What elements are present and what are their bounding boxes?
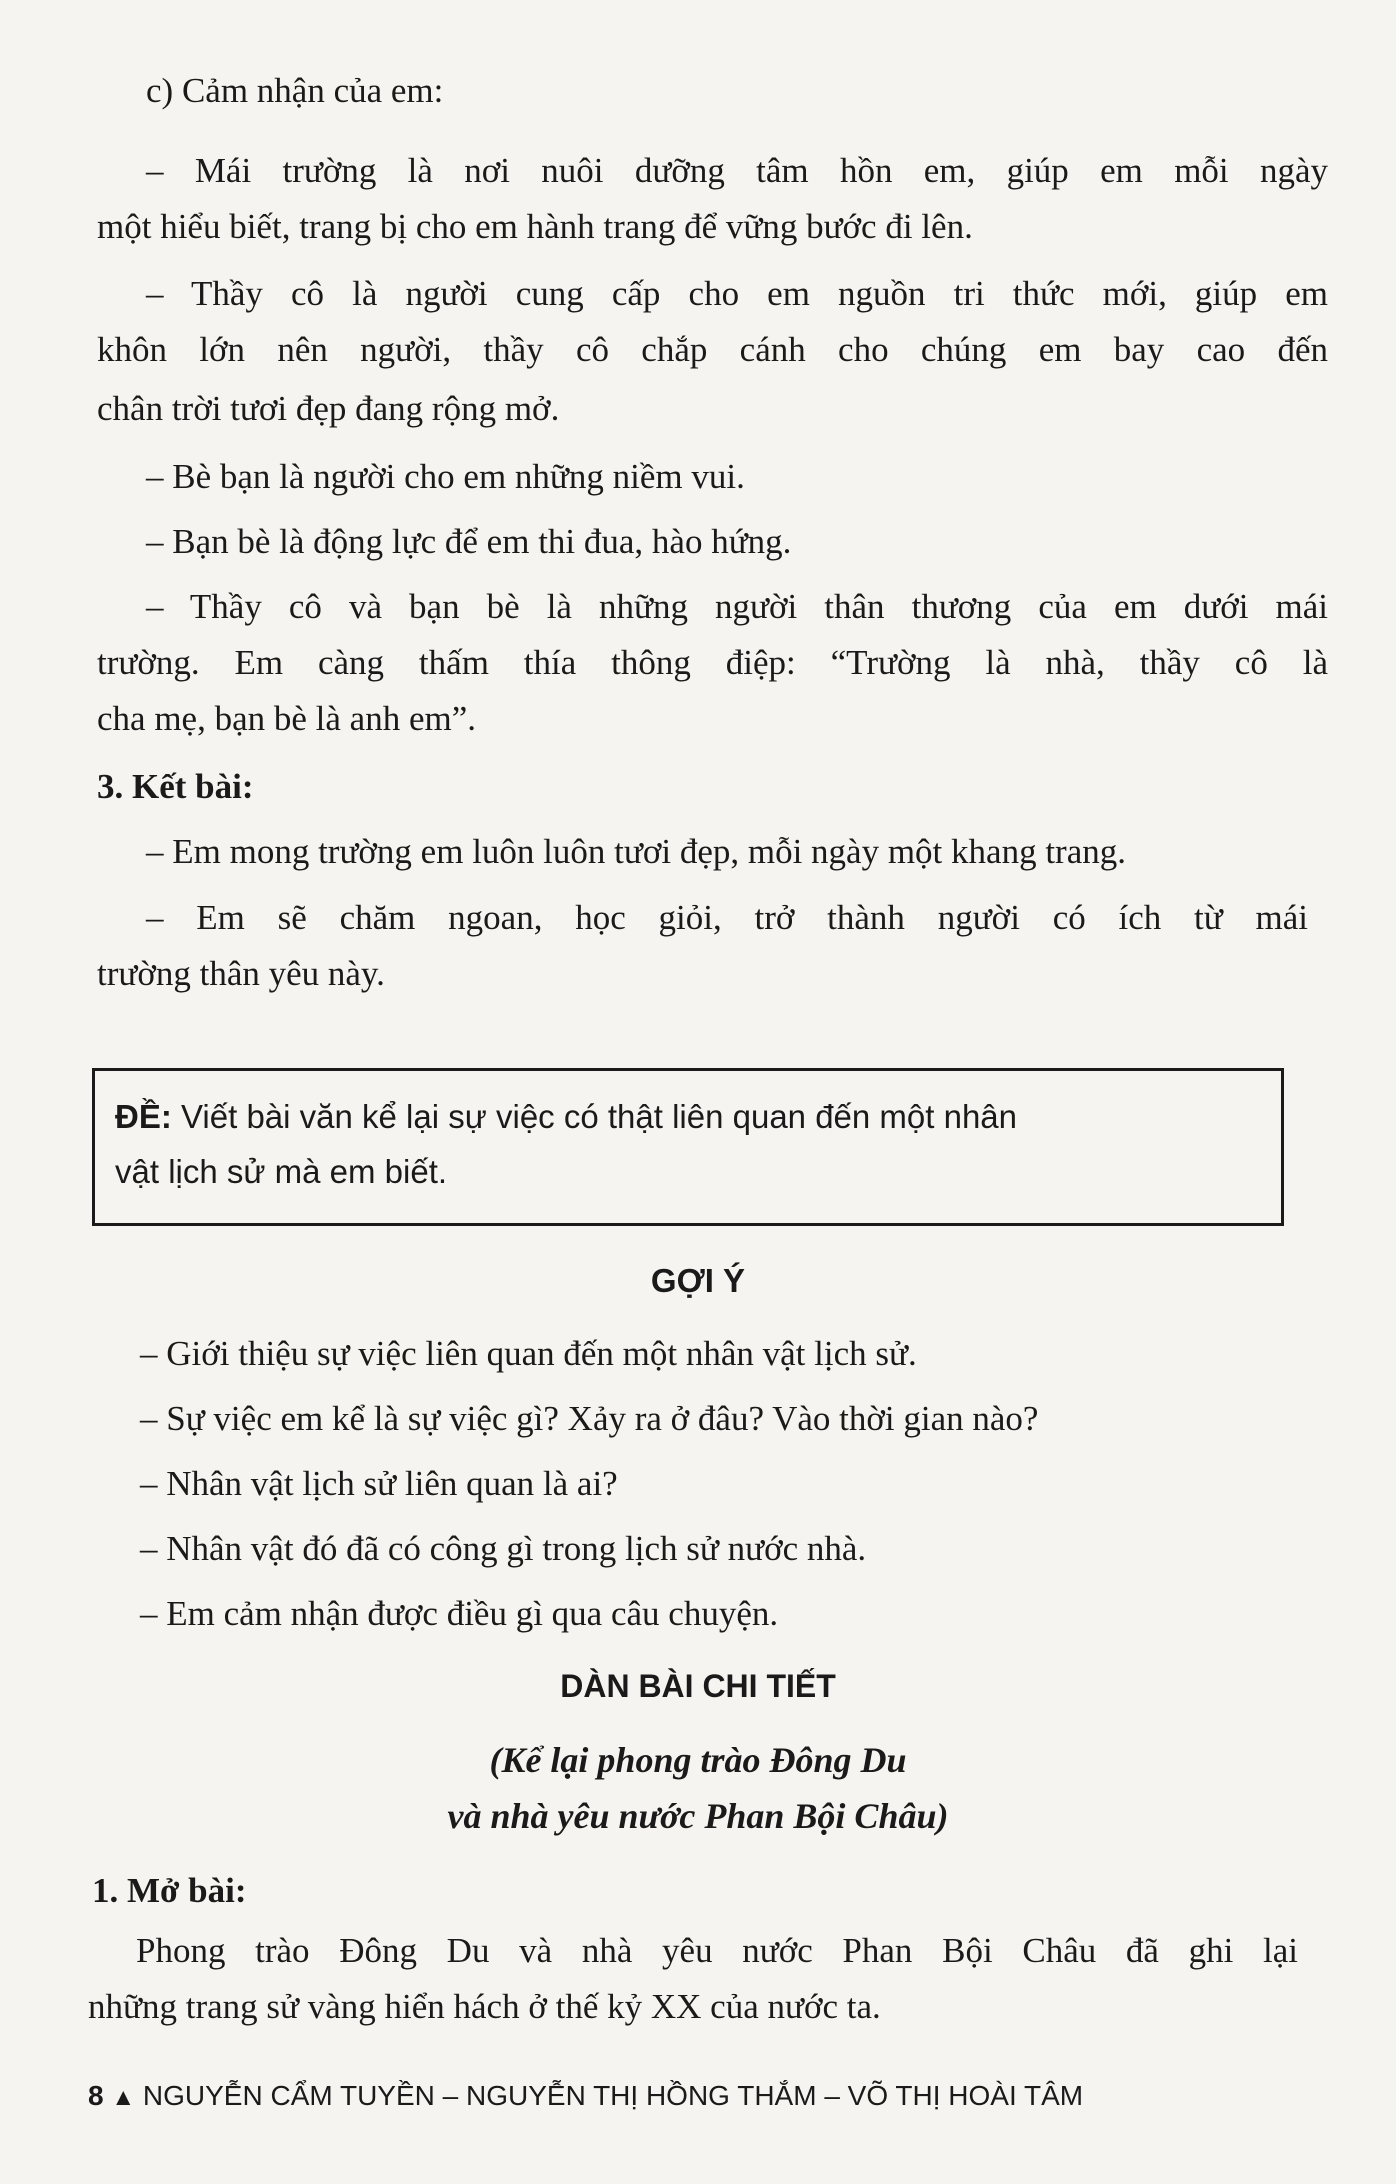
section-title-goi-y: GỢI Ý (650, 1262, 746, 1299)
page-footer (88, 2080, 1083, 2112)
paragraph-line: – Mái trường là nơi nuôi dưỡng tâm hồn em, giúp em mỗi ngày (146, 151, 1328, 190)
section-title-dan-bai: DÀN BÀI CHI TIẾT (560, 1668, 836, 1704)
section-c-heading: c) Cảm nhận của em: (146, 71, 444, 110)
section-heading-mo-bai: 1. Mở bài: (92, 1871, 247, 1910)
outline-subtitle: và nhà yêu nước Phan Bội Châu) (447, 1796, 949, 1836)
paragraph-line: khôn lớn nên người, thầy cô chắp cánh cho chúng em bay cao đến (97, 330, 1328, 369)
paragraph-line: – Em sẽ chăm ngoan, học giỏi, trở thành người có ích từ mái (146, 898, 1308, 937)
paragraph-line: cha mẹ, bạn bè là anh em”. (97, 699, 476, 738)
footer-authors: NGUYỄN CẨM TUYỀN – NGUYỄN THỊ HỒNG THẮM – VÕ THỊ HOÀI TÂM (142, 2080, 1084, 2111)
paragraph-line: – Em mong trường em luôn luôn tươi đẹp, mỗi ngày một khang trang. (146, 832, 1126, 871)
page-number: 8 (88, 2080, 104, 2111)
triangle-icon: ▲ (111, 2084, 136, 2111)
hint-item: – Em cảm nhận được điều gì qua câu chuyện. (140, 1594, 779, 1633)
outline-subtitle: (Kể lại phong trào Đông Du (489, 1740, 907, 1780)
paragraph-line: một hiểu biết, trang bị cho em hành trang để vững bước đi lên. (97, 207, 973, 246)
paragraph-line: Phong trào Đông Du và nhà yêu nước Phan Bội Châu đã ghi lại (136, 1931, 1298, 1970)
paragraph-line: – Bạn bè là động lực để em thi đua, hào hứng. (146, 522, 792, 561)
section-heading-ket-bai: 3. Kết bài: (97, 767, 254, 806)
paragraph-line: trường thân yêu này. (97, 954, 385, 993)
paragraph-line: – Bè bạn là người cho em những niềm vui. (146, 457, 745, 496)
paragraph-line: chân trời tươi đẹp đang rộng mở. (97, 389, 560, 428)
paragraph-line: những trang sử vàng hiển hách ở thế kỷ XX của nước ta. (88, 1987, 881, 2026)
paragraph-line: – Thầy cô và bạn bè là những người thân thương của em dưới mái (146, 587, 1328, 626)
assignment-label: ĐỀ: (115, 1098, 172, 1135)
hint-item: – Nhân vật đó đã có công gì trong lịch sử nước nhà. (140, 1529, 867, 1568)
paragraph-line: trường. Em càng thấm thía thông điệp: “Trường là nhà, thầy cô là (97, 643, 1328, 682)
assignment-box (92, 1068, 1284, 1226)
assignment-text (115, 1089, 1255, 1199)
paragraph-line: – Thầy cô là người cung cấp cho em nguồn tri thức mới, giúp em (146, 274, 1328, 313)
hint-item: – Sự việc em kể là sự việc gì? Xảy ra ở đâu? Vào thời gian nào? (140, 1399, 1039, 1438)
hint-item: – Nhân vật lịch sử liên quan là ai? (140, 1464, 618, 1503)
assignment-line: Viết bài văn kể lại sự việc có thật liên quan đến một nhân (171, 1098, 1018, 1135)
hint-item: – Giới thiệu sự việc liên quan đến một nhân vật lịch sử. (140, 1334, 917, 1373)
assignment-line: vật lịch sử mà em biết. (115, 1153, 448, 1190)
